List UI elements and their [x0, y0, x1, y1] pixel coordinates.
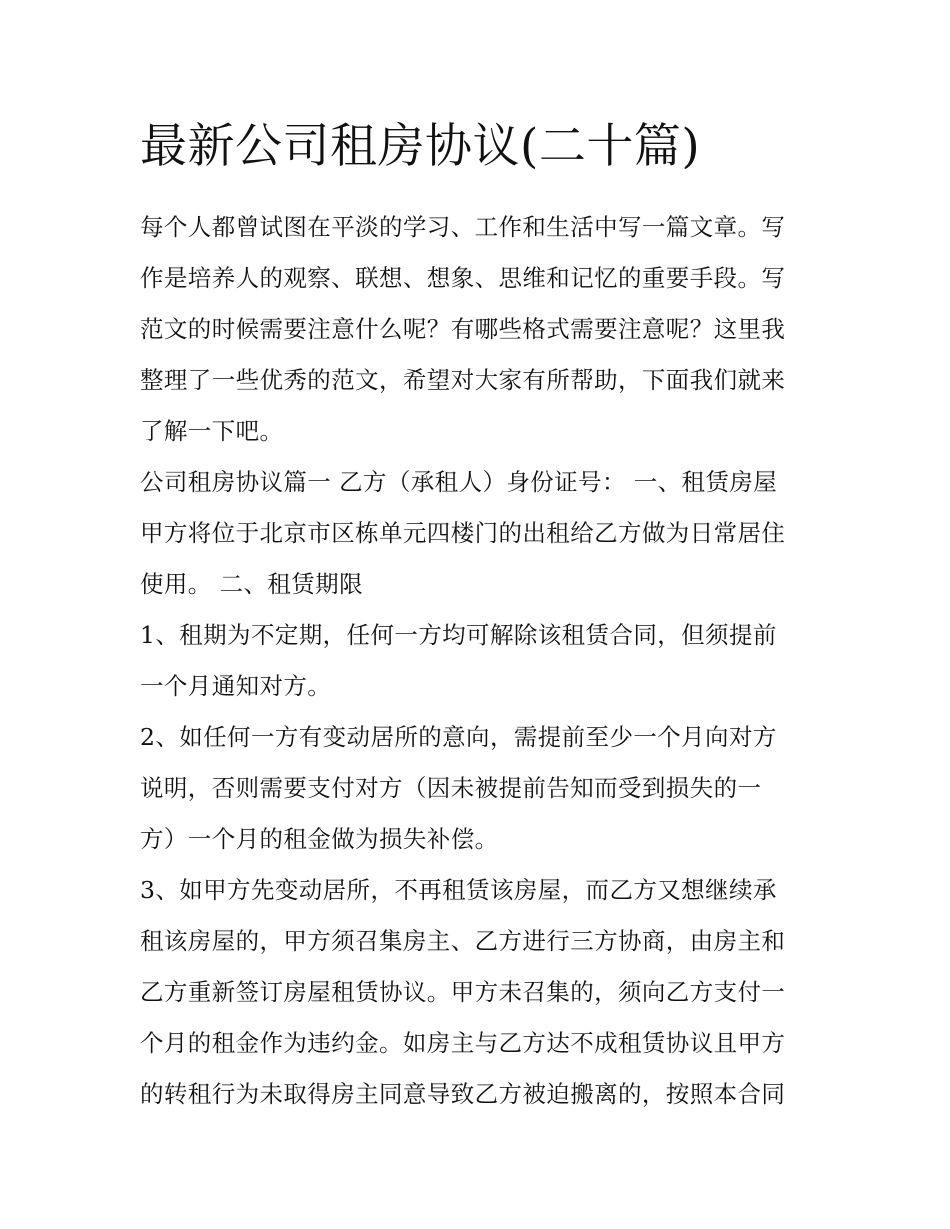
paragraph-line: 的转租行为未取得房主同意导致乙方被迫搬离的，按照本合同 [140, 1080, 786, 1108]
paragraph-line: 范文的时候需要注意什么呢？有哪些格式需要注意呢？这里我 [140, 315, 786, 343]
paragraph-line: 租该房屋的，甲方须召集房主、乙方进行三方协商，由房主和 [140, 927, 786, 955]
paragraph-line: 公司租房协议篇一 乙方（承租人）身份证号： 一、租赁房屋 [140, 468, 778, 496]
paragraph-line: 方）一个月的租金做为损失补偿。 [140, 825, 499, 853]
paragraph-line: 说明，否则需要支付对方（因未被提前告知而受到损失的一 [140, 774, 762, 802]
paragraph-line: 每个人都曾试图在平淡的学习、工作和生活中写一篇文章。写 [140, 213, 786, 241]
paragraph-line: 作是培养人的观察、联想、想象、思维和记忆的重要手段。写 [140, 264, 786, 292]
paragraph-line: 乙方重新签订房屋租赁协议。甲方未召集的，须向乙方支付一 [140, 978, 786, 1006]
paragraph-line: 了解一下吧。 [140, 417, 284, 445]
paragraph-line: 一个月通知对方。 [140, 672, 332, 700]
paragraph-line: 使用。 二、租赁期限 [140, 570, 363, 598]
paragraph-line: 3、如甲方先变动居所，不再租赁该房屋，而乙方又想继续承 [140, 876, 777, 904]
paragraph-line: 个月的租金作为违约金。如房主与乙方达不成租赁协议且甲方 [140, 1029, 786, 1057]
document-body [140, 202, 820, 1120]
paragraph-line: 1、租期为不定期，任何一方均可解除该租赁合同，但须提前 [140, 621, 777, 649]
paragraph-line: 甲方将位于北京市区栋单元四楼门的出租给乙方做为日常居住 [140, 519, 786, 547]
document-title: 最新公司租房协议(二十篇) [140, 119, 701, 174]
paragraph-line: 整理了一些优秀的范文，希望对大家有所帮助，下面我们就来 [140, 366, 786, 394]
paragraph-line: 2、如任何一方有变动居所的意向，需提前至少一个月向对方 [140, 723, 777, 751]
